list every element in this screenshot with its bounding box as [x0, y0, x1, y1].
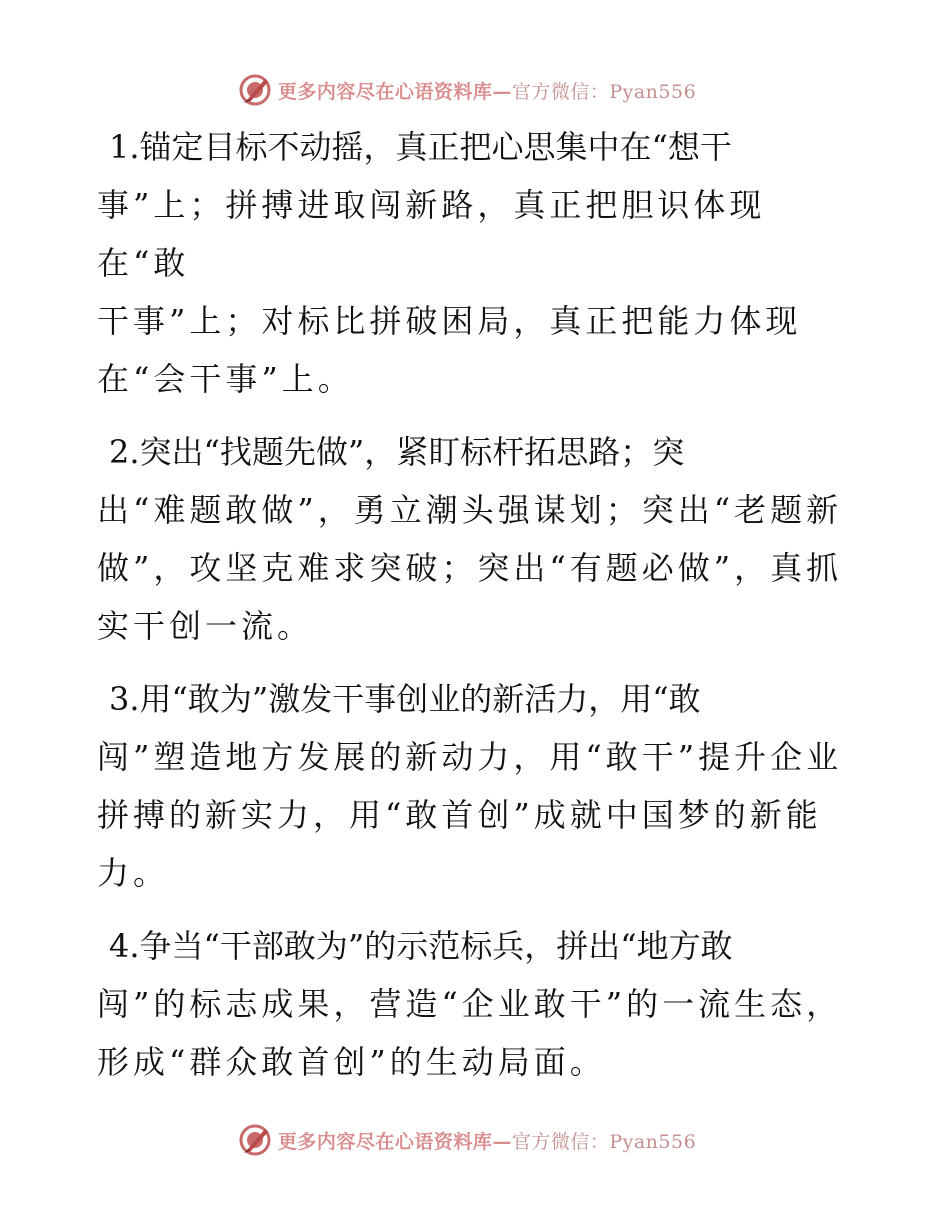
paragraph-line: 干事”上；对标比拼破困局，真正把能力体现: [97, 302, 802, 340]
paragraph-line: 闯”塑造地方发展的新动力，用“敢干”提升企业: [97, 738, 843, 776]
quill-seal-icon: [238, 1123, 272, 1157]
paragraph-line: 1.锚定目标不动摇，真正把心思集中在“想干: [109, 128, 732, 166]
footer-site-name: 更多内容尽在心语资料库—: [277, 1130, 512, 1153]
paragraph-line: 形成“群众敢首创”的生动局面。: [97, 1043, 606, 1081]
footer-wechat-id: 官方微信：Pyan556: [511, 1130, 697, 1153]
paragraph-line: 拼搏的新实力，用“敢首创”成就中国梦的新能: [97, 796, 822, 834]
paragraph-line: 2.突出“找题先做”，紧盯标杆拓思路；突: [109, 433, 685, 471]
header-banner-text: [278, 77, 696, 104]
paragraph-line: 3.用“敢为”激发干事创业的新活力，用“敢: [109, 680, 701, 718]
paragraph-line: 实干创一流。: [97, 607, 314, 645]
paragraph-line: 力。: [97, 854, 170, 892]
paragraph-line: 在“会干事”上。: [97, 360, 354, 398]
paragraph-line: 事”上；拼搏进取闯新路，真正把胆识体现在“敢: [97, 186, 766, 282]
paragraph-3: [97, 670, 857, 902]
paragraph-4: [97, 917, 857, 1091]
header-wechat-id: 官方微信：Pyan556: [511, 80, 697, 103]
header-site-name: 更多内容尽在心语资料库—: [277, 80, 512, 103]
paragraph-2: [97, 423, 857, 655]
paragraph-line: 闯”的标志成果，营造“企业敢干”的一流生态，: [97, 985, 843, 1023]
document-body: [97, 118, 857, 1106]
paragraph-1: [97, 118, 857, 408]
footer-banner-text: [278, 1127, 696, 1154]
quill-seal-icon: [238, 73, 272, 107]
paragraph-line: 出“难题敢做”，勇立潮头强谋划；突出“老题新: [97, 491, 843, 529]
paragraph-line: 做”，攻坚克难求突破；突出“有题必做”，真抓: [97, 549, 843, 587]
header-banner: [0, 70, 950, 110]
footer-banner: [0, 1120, 950, 1160]
paragraph-line: 4.争当“干部敢为”的示范标兵，拼出“地方敢: [109, 927, 733, 965]
